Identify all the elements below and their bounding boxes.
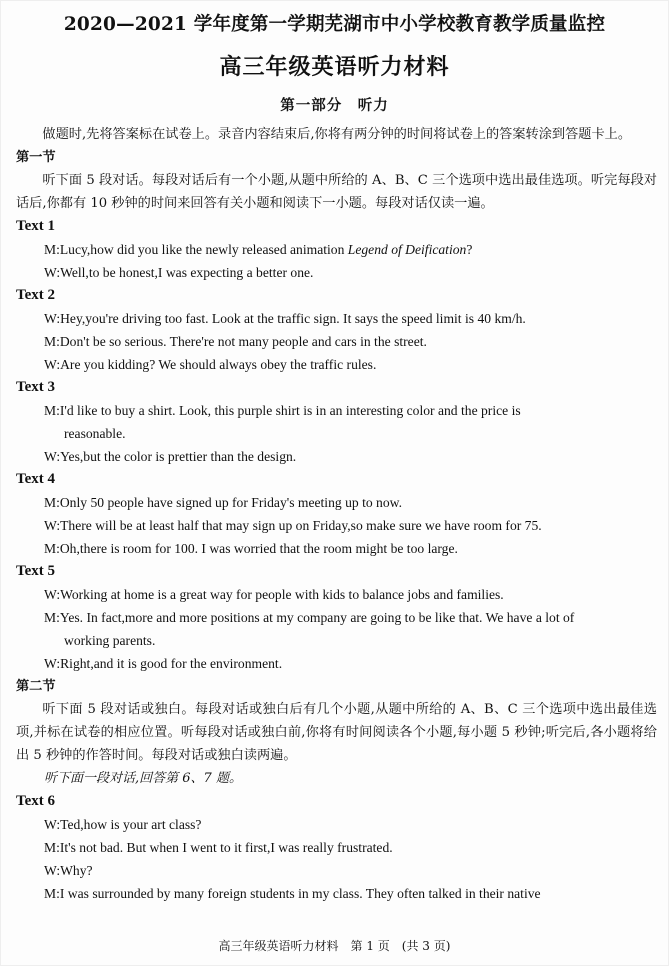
dialogue-line: M:I'd like to buy a shirt. Look, this purple shirt is in an interesting color and the price is [44,403,521,418]
dialogue-line: M:Oh,there is room for 100. I was worried that the room might be too large. [44,541,458,556]
dialogue-line: W:Well,to be honest,I was expecting a better one. [44,265,314,280]
text-heading-6: Text 6 [16,793,56,809]
dialogue-line: W:There will be at least half that may sign up on Friday,so make sure we have room for 75. [44,518,542,533]
dialogue-line: M:I was surrounded by many foreign students in my class. They often talked in their native [44,886,541,901]
document-title: 高三年级英语听力材料 [219,54,450,80]
section-heading-1: 第一节 [16,150,56,165]
part-title: 第一部分 听力 [280,97,389,114]
document-body [16,123,657,905]
section-2-instruction: 听下面 5 段对话或独白。每段对话或独白后有几个小题,从题中所给的 A、B、C 三个选项中选出最佳选项,并标在试卷的相应位置。听每段对话或独白前,你将有时间阅读各个小题,每小题 5 秒钟;听完后,各小题将给出 5 秒钟的作答时间。每段对话或独白读两遍。 [16,702,657,763]
dialogue-punctuation: ? [466,242,473,257]
animation-title: Legend of Deification [347,242,467,257]
text-heading-2: Text 2 [16,287,56,303]
question-instruction: 听下面一段对话,回答第 6、7 题。 [44,771,242,786]
dialogue-line: W:Why? [44,863,93,878]
text-heading-5: Text 5 [16,563,56,579]
section-1-instruction: 听下面 5 段对话。每段对话后有一个小题,从题中所给的 A、B、C 三个选项中选出最佳选项。听完每段对话后,你都有 10 秒钟的时间来回答有关小题和阅读下一小题。每段对话仅读一遍。 [16,173,657,211]
dialogue-line-continuation: reasonable. [64,426,126,441]
dialogue-line-continuation: working parents. [64,633,156,648]
text-heading-1: Text 1 [16,218,56,234]
dialogue-line: M:Don't be so serious. There're not many people and cars in the street. [44,334,427,349]
dialogue-text: M:Lucy,how did you like the newly released animation [44,242,348,257]
dialogue-line: W:Are you kidding? We should always obey the traffic rules. [44,357,377,372]
dialogue-line: W:Working at home is a great way for people with kids to balance jobs and families. [44,587,504,602]
dialogue-line: M:It's not bad. But when I went to it first,I was really frustrated. [44,840,393,855]
dialogue-line: W:Hey,you're driving too fast. Look at the traffic sign. It says the speed limit is 40 km/h. [44,311,526,326]
dialogue-line: M:Yes. In fact,more and more positions at my company are going to be like that. We have a lot of [44,610,575,625]
section-heading-2: 第二节 [16,679,56,694]
page-footer: 高三年级英语听力材料 第 1 页 (共 3 页) [218,939,451,953]
text-heading-4: Text 4 [16,471,56,487]
dialogue-line [16,238,657,261]
dialogue-line: M:Only 50 people have signed up for Friday's meeting up to now. [44,495,402,510]
exam-series-title: 2020—2021 学年度第一学期芜湖市中小学校教育教学质量监控 [63,14,606,35]
intro-paragraph: 做题时,先将答案标在试卷上。录音内容结束后,你将有两分钟的时间将试卷上的答案转涂到答题卡上。 [42,127,632,142]
dialogue-line: W:Right,and it is good for the environment. [44,656,283,671]
text-heading-3: Text 3 [16,379,56,395]
dialogue-line: W:Ted,how is your art class? [44,817,202,832]
dialogue-line: W:Yes,but the color is prettier than the design. [44,449,297,464]
